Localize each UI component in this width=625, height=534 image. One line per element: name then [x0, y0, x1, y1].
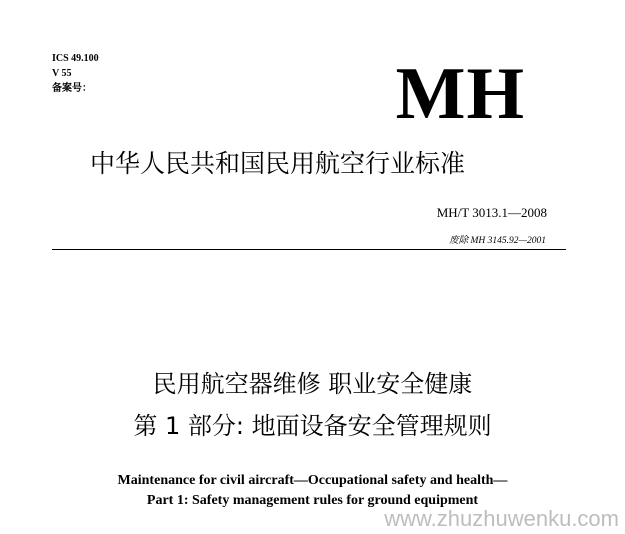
classification-code: V 55 [52, 68, 72, 79]
record-number-label: 备案号： [52, 83, 92, 94]
mh-logo: MH [395, 53, 525, 135]
header-divider [52, 249, 566, 250]
english-title-line-2: Part 1: Safety management rules for ground equipment [146, 493, 479, 508]
classification-block [52, 51, 99, 96]
chinese-title-line-2: 第 1 部分: 地面设备安全管理规则 [133, 412, 492, 440]
replaces-standard: 废除 MH 3145.92—2001 [449, 236, 546, 246]
english-title-line-1: Maintenance for civil aircraft—Occupational safety and health— [117, 473, 508, 488]
chinese-title-line-1: 民用航空器维修 职业安全健康 [152, 370, 473, 398]
standard-number: MH/T 3013.1—2008 [436, 205, 547, 220]
watermark: www.zhuzhuwenku.com [384, 506, 619, 531]
ics-code: ICS 49.100 [52, 53, 99, 64]
standard-category-title: 中华人民共和国民用航空行业标准 [90, 149, 466, 178]
